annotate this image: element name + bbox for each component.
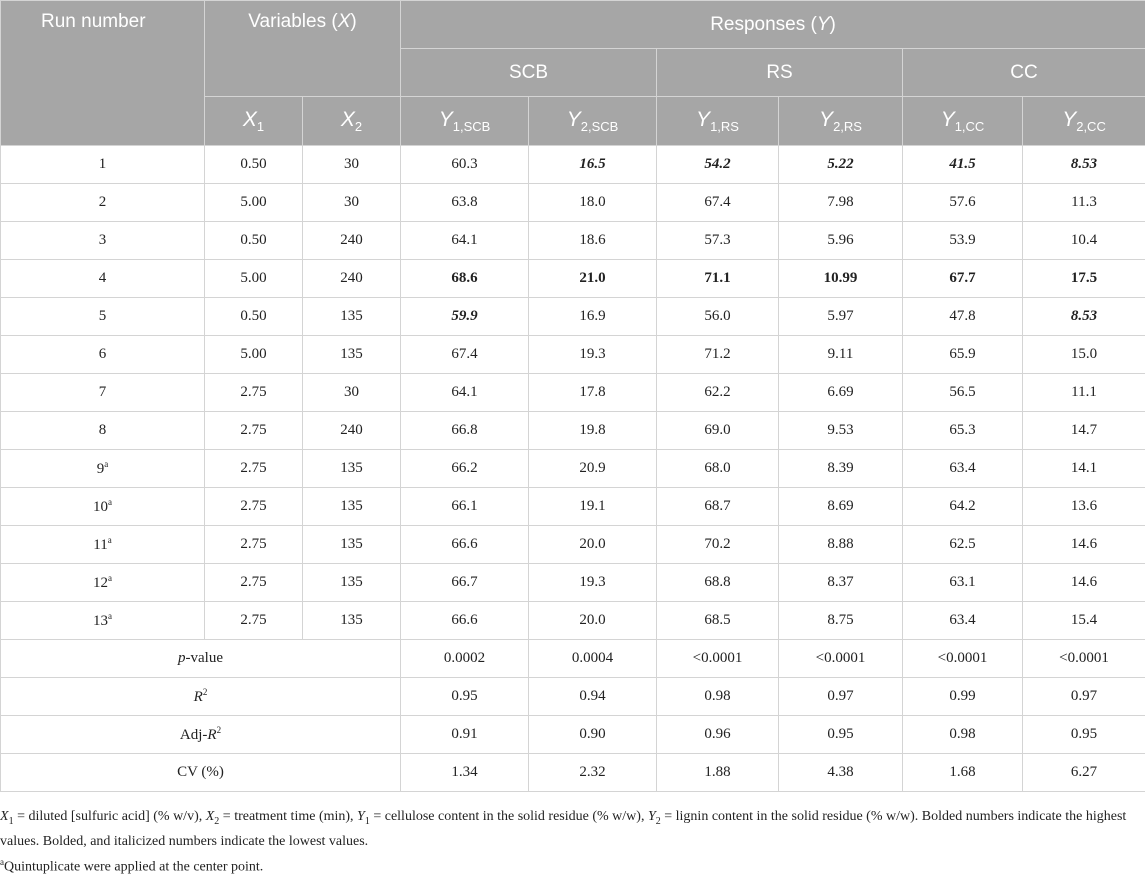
table-row bbox=[1, 146, 1145, 184]
response-cell: 17.8 bbox=[529, 374, 657, 412]
x2-cell: 30 bbox=[303, 184, 401, 222]
header-group-cc: CC bbox=[903, 49, 1145, 97]
x2-cell: 135 bbox=[303, 526, 401, 564]
response-cell: 63.4 bbox=[903, 602, 1023, 640]
stats-cell: 1.34 bbox=[401, 754, 529, 792]
x1-cell: 2.75 bbox=[205, 412, 303, 450]
x2-cell: 135 bbox=[303, 336, 401, 374]
x2-cell: 30 bbox=[303, 146, 401, 184]
response-cell: 11.3 bbox=[1023, 184, 1145, 222]
response-cell: 66.7 bbox=[401, 564, 529, 602]
stats-cell: 0.98 bbox=[657, 678, 779, 716]
response-cell: 5.97 bbox=[779, 298, 903, 336]
footnote-center-point: $^a$Quintuplicate were applied at the center point. bbox=[0, 852, 1138, 877]
stats-row bbox=[1, 640, 1145, 678]
response-cell: 6.69 bbox=[779, 374, 903, 412]
header-x1: $X_1$ bbox=[205, 97, 303, 146]
table-header bbox=[1, 1, 1145, 146]
x1-cell: 5.00 bbox=[205, 260, 303, 298]
x2-cell: 135 bbox=[303, 602, 401, 640]
x1-cell: 2.75 bbox=[205, 602, 303, 640]
response-cell: 68.5 bbox=[657, 602, 779, 640]
stats-cell: 0.97 bbox=[779, 678, 903, 716]
response-cell: 71.1 bbox=[657, 260, 779, 298]
response-cell: 19.3 bbox=[529, 336, 657, 374]
table-row bbox=[1, 298, 1145, 336]
response-cell: 66.6 bbox=[401, 602, 529, 640]
response-cell: 15.0 bbox=[1023, 336, 1145, 374]
stats-cell: 2.32 bbox=[529, 754, 657, 792]
response-cell: 5.96 bbox=[779, 222, 903, 260]
stats-cell: 1.88 bbox=[657, 754, 779, 792]
stats-cell: 1.68 bbox=[903, 754, 1023, 792]
run-number-cell: 9$^a$ bbox=[1, 450, 205, 488]
table-row bbox=[1, 412, 1145, 450]
x1-cell: 0.50 bbox=[205, 298, 303, 336]
response-cell: 65.3 bbox=[903, 412, 1023, 450]
response-cell: 19.3 bbox=[529, 564, 657, 602]
response-cell: 11.1 bbox=[1023, 374, 1145, 412]
response-cell: 68.7 bbox=[657, 488, 779, 526]
response-cell: 14.1 bbox=[1023, 450, 1145, 488]
x2-cell: 240 bbox=[303, 412, 401, 450]
stats-row bbox=[1, 716, 1145, 754]
x2-cell: 30 bbox=[303, 374, 401, 412]
header-run-number: Run number bbox=[1, 1, 205, 146]
stats-cell: 0.0004 bbox=[529, 640, 657, 678]
stats-cell: <0.0001 bbox=[657, 640, 779, 678]
response-cell: 56.5 bbox=[903, 374, 1023, 412]
x1-cell: 2.75 bbox=[205, 564, 303, 602]
x1-cell: 2.75 bbox=[205, 488, 303, 526]
response-cell: 53.9 bbox=[903, 222, 1023, 260]
run-number-cell: 10$^a$ bbox=[1, 488, 205, 526]
response-cell: 20.0 bbox=[529, 526, 657, 564]
response-cell: 64.1 bbox=[401, 374, 529, 412]
response-cell: 8.88 bbox=[779, 526, 903, 564]
stats-cell: 4.38 bbox=[779, 754, 903, 792]
response-cell: 66.1 bbox=[401, 488, 529, 526]
response-cell: 9.11 bbox=[779, 336, 903, 374]
response-cell: 13.6 bbox=[1023, 488, 1145, 526]
x2-cell: 135 bbox=[303, 564, 401, 602]
run-number-cell: 1 bbox=[1, 146, 205, 184]
header-y-2-scb: $Y_{2,SCB}$ bbox=[529, 97, 657, 146]
run-number-cell: 2 bbox=[1, 184, 205, 222]
stats-cell: 0.90 bbox=[529, 716, 657, 754]
stats-cell: 6.27 bbox=[1023, 754, 1145, 792]
response-cell: 20.0 bbox=[529, 602, 657, 640]
response-cell: 67.4 bbox=[657, 184, 779, 222]
response-cell: 17.5 bbox=[1023, 260, 1145, 298]
run-number-cell: 7 bbox=[1, 374, 205, 412]
stats-cell: <0.0001 bbox=[779, 640, 903, 678]
response-cell: 57.6 bbox=[903, 184, 1023, 222]
header-responses: Responses (Y) bbox=[401, 1, 1145, 49]
response-cell: 63.4 bbox=[903, 450, 1023, 488]
table-row bbox=[1, 564, 1145, 602]
stats-cell: 0.94 bbox=[529, 678, 657, 716]
table-footnotes bbox=[0, 807, 1138, 877]
run-number-cell: 3 bbox=[1, 222, 205, 260]
response-cell: 20.9 bbox=[529, 450, 657, 488]
response-cell: 63.8 bbox=[401, 184, 529, 222]
response-cell: 68.0 bbox=[657, 450, 779, 488]
response-cell: 15.4 bbox=[1023, 602, 1145, 640]
stats-cell: <0.0001 bbox=[1023, 640, 1145, 678]
header-y-1-cc: $Y_{1,CC}$ bbox=[903, 97, 1023, 146]
x1-cell: 5.00 bbox=[205, 184, 303, 222]
response-cell: 8.53 bbox=[1023, 298, 1145, 336]
response-cell: 9.53 bbox=[779, 412, 903, 450]
footnote-definitions: $X_1$ = diluted [sulfuric acid] (% w/v), $X_2$ = treatment time (min), $Y_1$ = cellulose content in the solid residue (% w/w), $Y_2$ = lignin content in the solid residue (% w/w). Bolded numbers indicate the highest values. Bolded, and italicized numbers indicate the lowest values. bbox=[0, 807, 1138, 852]
table-row bbox=[1, 336, 1145, 374]
header-y-1-rs: $Y_{1,RS}$ bbox=[657, 97, 779, 146]
response-cell: 14.6 bbox=[1023, 526, 1145, 564]
response-cell: 8.53 bbox=[1023, 146, 1145, 184]
response-cell: 5.22 bbox=[779, 146, 903, 184]
x1-cell: 2.75 bbox=[205, 374, 303, 412]
response-cell: 16.5 bbox=[529, 146, 657, 184]
table-body bbox=[1, 146, 1145, 792]
run-number-cell: 11$^a$ bbox=[1, 526, 205, 564]
stats-cell: 0.96 bbox=[657, 716, 779, 754]
response-cell: 10.99 bbox=[779, 260, 903, 298]
response-cell: 21.0 bbox=[529, 260, 657, 298]
run-number-cell: 4 bbox=[1, 260, 205, 298]
response-cell: 18.0 bbox=[529, 184, 657, 222]
run-number-cell: 12$^a$ bbox=[1, 564, 205, 602]
response-cell: 14.6 bbox=[1023, 564, 1145, 602]
table-row bbox=[1, 260, 1145, 298]
stats-label: Adj-$R^2$ bbox=[1, 716, 401, 754]
response-cell: 7.98 bbox=[779, 184, 903, 222]
response-cell: 59.9 bbox=[401, 298, 529, 336]
response-cell: 66.2 bbox=[401, 450, 529, 488]
response-cell: 63.1 bbox=[903, 564, 1023, 602]
response-cell: 19.8 bbox=[529, 412, 657, 450]
stats-row bbox=[1, 754, 1145, 792]
table-row bbox=[1, 374, 1145, 412]
header-x2: $X_2$ bbox=[303, 97, 401, 146]
stats-row bbox=[1, 678, 1145, 716]
x2-cell: 240 bbox=[303, 222, 401, 260]
header-group-scb: SCB bbox=[401, 49, 657, 97]
table-row bbox=[1, 222, 1145, 260]
response-cell: 68.6 bbox=[401, 260, 529, 298]
stats-cell: 0.91 bbox=[401, 716, 529, 754]
stats-cell: 0.0002 bbox=[401, 640, 529, 678]
header-group-rs: RS bbox=[657, 49, 903, 97]
run-number-cell: 13$^a$ bbox=[1, 602, 205, 640]
x2-cell: 135 bbox=[303, 298, 401, 336]
response-cell: 8.75 bbox=[779, 602, 903, 640]
response-cell: 54.2 bbox=[657, 146, 779, 184]
x1-cell: 2.75 bbox=[205, 526, 303, 564]
response-cell: 60.3 bbox=[401, 146, 529, 184]
response-cell: 67.4 bbox=[401, 336, 529, 374]
response-cell: 16.9 bbox=[529, 298, 657, 336]
response-cell: 67.7 bbox=[903, 260, 1023, 298]
response-cell: 64.2 bbox=[903, 488, 1023, 526]
response-cell: 41.5 bbox=[903, 146, 1023, 184]
response-cell: 62.5 bbox=[903, 526, 1023, 564]
stats-cell: 0.95 bbox=[401, 678, 529, 716]
x1-cell: 0.50 bbox=[205, 222, 303, 260]
response-cell: 56.0 bbox=[657, 298, 779, 336]
stats-cell: 0.99 bbox=[903, 678, 1023, 716]
x1-cell: 0.50 bbox=[205, 146, 303, 184]
table-row bbox=[1, 184, 1145, 222]
response-cell: 8.69 bbox=[779, 488, 903, 526]
x2-cell: 135 bbox=[303, 450, 401, 488]
header-y-1-scb: $Y_{1,SCB}$ bbox=[401, 97, 529, 146]
stats-label: p-value bbox=[1, 640, 401, 678]
response-cell: 47.8 bbox=[903, 298, 1023, 336]
response-cell: 19.1 bbox=[529, 488, 657, 526]
response-cell: 8.39 bbox=[779, 450, 903, 488]
response-cell: 10.4 bbox=[1023, 222, 1145, 260]
stats-cell: <0.0001 bbox=[903, 640, 1023, 678]
stats-cell: 0.97 bbox=[1023, 678, 1145, 716]
response-cell: 66.8 bbox=[401, 412, 529, 450]
response-cell: 65.9 bbox=[903, 336, 1023, 374]
response-cell: 64.1 bbox=[401, 222, 529, 260]
table-row bbox=[1, 488, 1145, 526]
table-row bbox=[1, 602, 1145, 640]
x1-cell: 5.00 bbox=[205, 336, 303, 374]
stats-label: $R^2$ bbox=[1, 678, 401, 716]
run-number-cell: 5 bbox=[1, 298, 205, 336]
stats-cell: 0.98 bbox=[903, 716, 1023, 754]
table-row bbox=[1, 526, 1145, 564]
x1-cell: 2.75 bbox=[205, 450, 303, 488]
x2-cell: 240 bbox=[303, 260, 401, 298]
header-y-2-cc: $Y_{2,CC}$ bbox=[1023, 97, 1145, 146]
response-cell: 18.6 bbox=[529, 222, 657, 260]
response-cell: 57.3 bbox=[657, 222, 779, 260]
response-cell: 62.2 bbox=[657, 374, 779, 412]
stats-cell: 0.95 bbox=[1023, 716, 1145, 754]
run-number-cell: 6 bbox=[1, 336, 205, 374]
table-row bbox=[1, 450, 1145, 488]
stats-label: CV (%) bbox=[1, 754, 401, 792]
response-cell: 69.0 bbox=[657, 412, 779, 450]
x2-cell: 135 bbox=[303, 488, 401, 526]
response-cell: 70.2 bbox=[657, 526, 779, 564]
response-cell: 66.6 bbox=[401, 526, 529, 564]
response-cell: 71.2 bbox=[657, 336, 779, 374]
response-cell: 8.37 bbox=[779, 564, 903, 602]
stats-cell: 0.95 bbox=[779, 716, 903, 754]
run-number-cell: 8 bbox=[1, 412, 205, 450]
response-cell: 14.7 bbox=[1023, 412, 1145, 450]
response-cell: 68.8 bbox=[657, 564, 779, 602]
header-y-2-rs: $Y_{2,RS}$ bbox=[779, 97, 903, 146]
header-variables: Variables (X) bbox=[205, 1, 401, 97]
